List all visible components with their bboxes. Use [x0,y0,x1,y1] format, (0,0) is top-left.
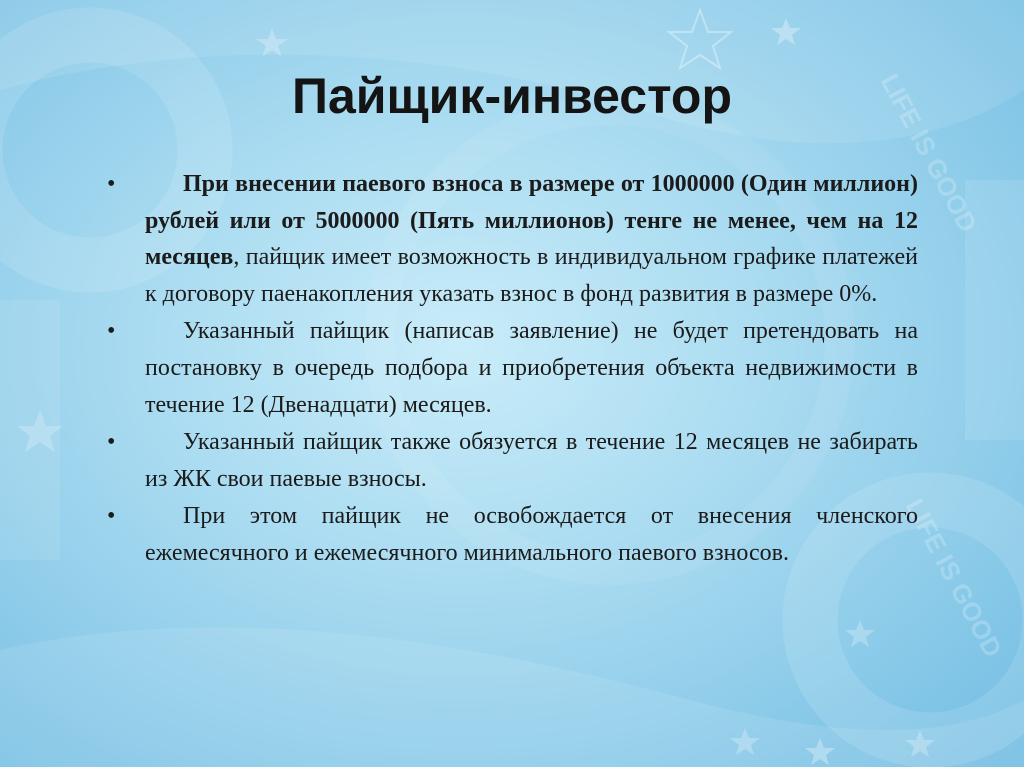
bullet-marker: • [107,429,116,456]
bullet-item [107,166,918,312]
bullet-item [107,498,918,571]
bullet-item [107,313,918,423]
bullet-marker: • [107,318,116,345]
watermark-text: LIFE IS GOOD [899,493,1009,663]
bullet-text: При этом пайщик не освобождается от внесения членского ежемесячного и ежемесячного минимального паевого взносов. [145,503,918,566]
bullet-list [107,166,918,573]
star-icon [845,620,875,647]
bullet-marker: • [107,503,116,530]
watermark-text: LIFE IS GOOD [874,68,984,238]
slide-title: Пайщик-инвестор [292,68,732,124]
bullet-text: Указанный пайщик (написав заявление) не будет претендовать на постановку в очередь подбора и приобретения объекта недвижимости в течение 12 (Двенадцати) месяцев. [145,318,918,418]
bullet-text: , пайщик имеет возможность в индивидуальном графике платежей к договору паенакопления указать взнос в фонд развития в размере 0%. [145,244,918,307]
bullet-bold-lead: При внесении паевого взноса в размере от 1000000 (Один миллион) рублей или от 5000000 (Пять миллионов) тенге не менее, чем на 12 месяцев [145,171,918,271]
bullet-marker: • [107,171,116,197]
bullet-text: Указанный пайщик также обязуется в течение 12 месяцев не забирать из ЖК свои паевые взносы. [145,429,918,492]
bullet-item [107,424,918,497]
